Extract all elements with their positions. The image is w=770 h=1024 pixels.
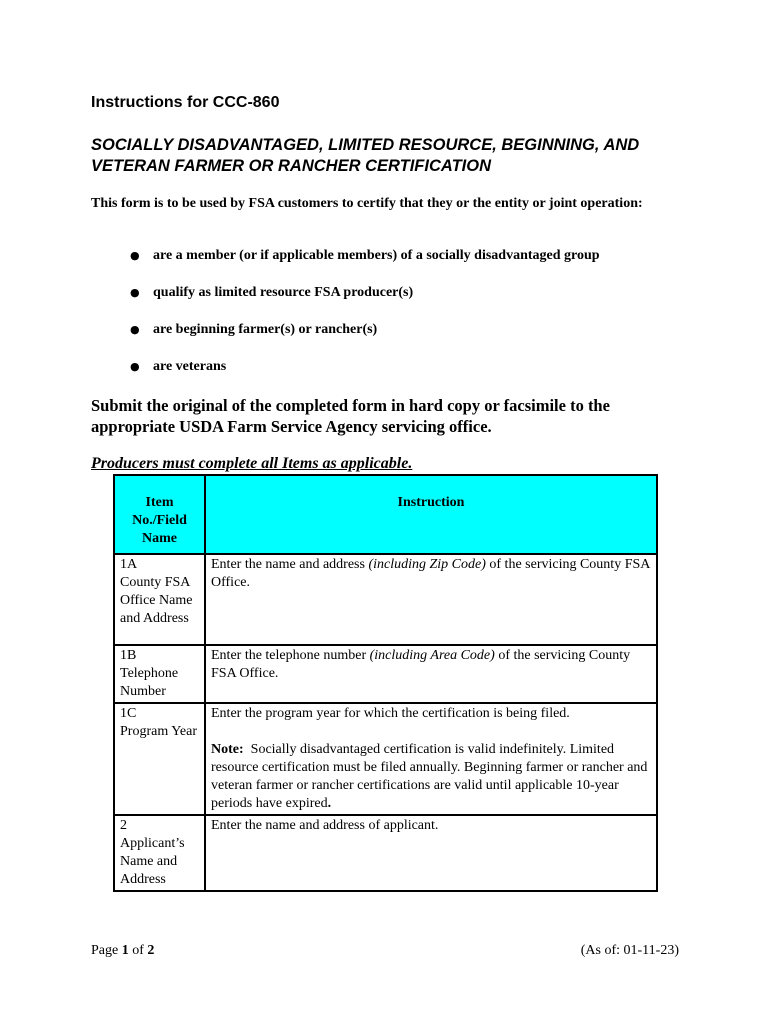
field-name: Telephone Number [120, 666, 179, 699]
item-number: 1B [120, 648, 137, 663]
list-item: ● are veterans [130, 359, 227, 374]
item-cell [114, 554, 205, 645]
item-cell [114, 815, 205, 891]
page-number: Page 1 of 2 [91, 943, 155, 958]
table-row [114, 554, 657, 645]
field-name: Program Year [120, 724, 197, 739]
revision-date: (As of: 01-11-23) [580, 943, 679, 958]
table-header-row [114, 475, 657, 554]
list-item: ● are beginning farmer(s) or rancher(s) [130, 322, 378, 337]
bullet-icon: ● [130, 286, 140, 299]
field-name: County FSA Office Name and Address [120, 575, 193, 626]
instruction-cell: Enter the program year for which the certification is being filed. Note: Socially disadvantaged certification is valid indefinitely. Limited resource certification must be filed annually. Beginning farmer or rancher and veteran farmer or rancher certifications are valid until applicable 10-year periods have expired. [205, 703, 657, 815]
list-item: ● are a member (or if applicable members) of a socially disadvantaged group [130, 248, 600, 263]
document-subtitle: SOCIALLY DISADVANTAGED, LIMITED RESOURCE, BEGINNING, AND VETERAN FARMER OR RANCHER CERTIFICATION [91, 136, 640, 175]
header-item: Item No./Field Name [114, 475, 205, 554]
field-name: Applicant’s Name and Address [120, 836, 185, 887]
item-cell [114, 645, 205, 703]
bullet-icon: ● [130, 249, 140, 262]
item-number: 1A [120, 557, 138, 572]
item-cell [114, 703, 205, 815]
instructions-table [113, 474, 658, 892]
document-title: Instructions for CCC-860 [91, 94, 280, 111]
table-row [114, 815, 657, 891]
bullet-icon: ● [130, 323, 140, 336]
item-number: 1C [120, 706, 137, 721]
instruction-cell: Enter the name and address (including Zip Code) of the servicing County FSA Office. [205, 554, 657, 645]
table-row [114, 645, 657, 703]
certification-list [91, 246, 691, 394]
submit-instructions: Submit the original of the completed form in hard copy or facsimile to the appropriate USDA Farm Service Agency servicing office. [91, 396, 610, 436]
program-year-note: Note: Socially disadvantaged certification is valid indefinitely. Limited resource certification must be filed annually. Beginning farmer or rancher and veteran farmer or rancher certifications are valid until applicable 10-year periods have expired. [211, 742, 648, 811]
list-item: ● qualify as limited resource FSA producer(s) [130, 285, 414, 300]
bullet-icon: ● [130, 360, 140, 373]
header-instruction: Instruction [205, 475, 657, 554]
instruction-cell: Enter the telephone number (including Area Code) of the servicing County FSA Office. [205, 645, 657, 703]
item-number: 2 [120, 818, 127, 833]
table-row [114, 703, 657, 815]
complete-items-note: Producers must complete all Items as applicable. [91, 455, 413, 472]
instruction-cell: Enter the name and address of applicant. [205, 815, 657, 891]
intro-paragraph: This form is to be used by FSA customers to certify that they or the entity or joint operation: [91, 196, 643, 211]
